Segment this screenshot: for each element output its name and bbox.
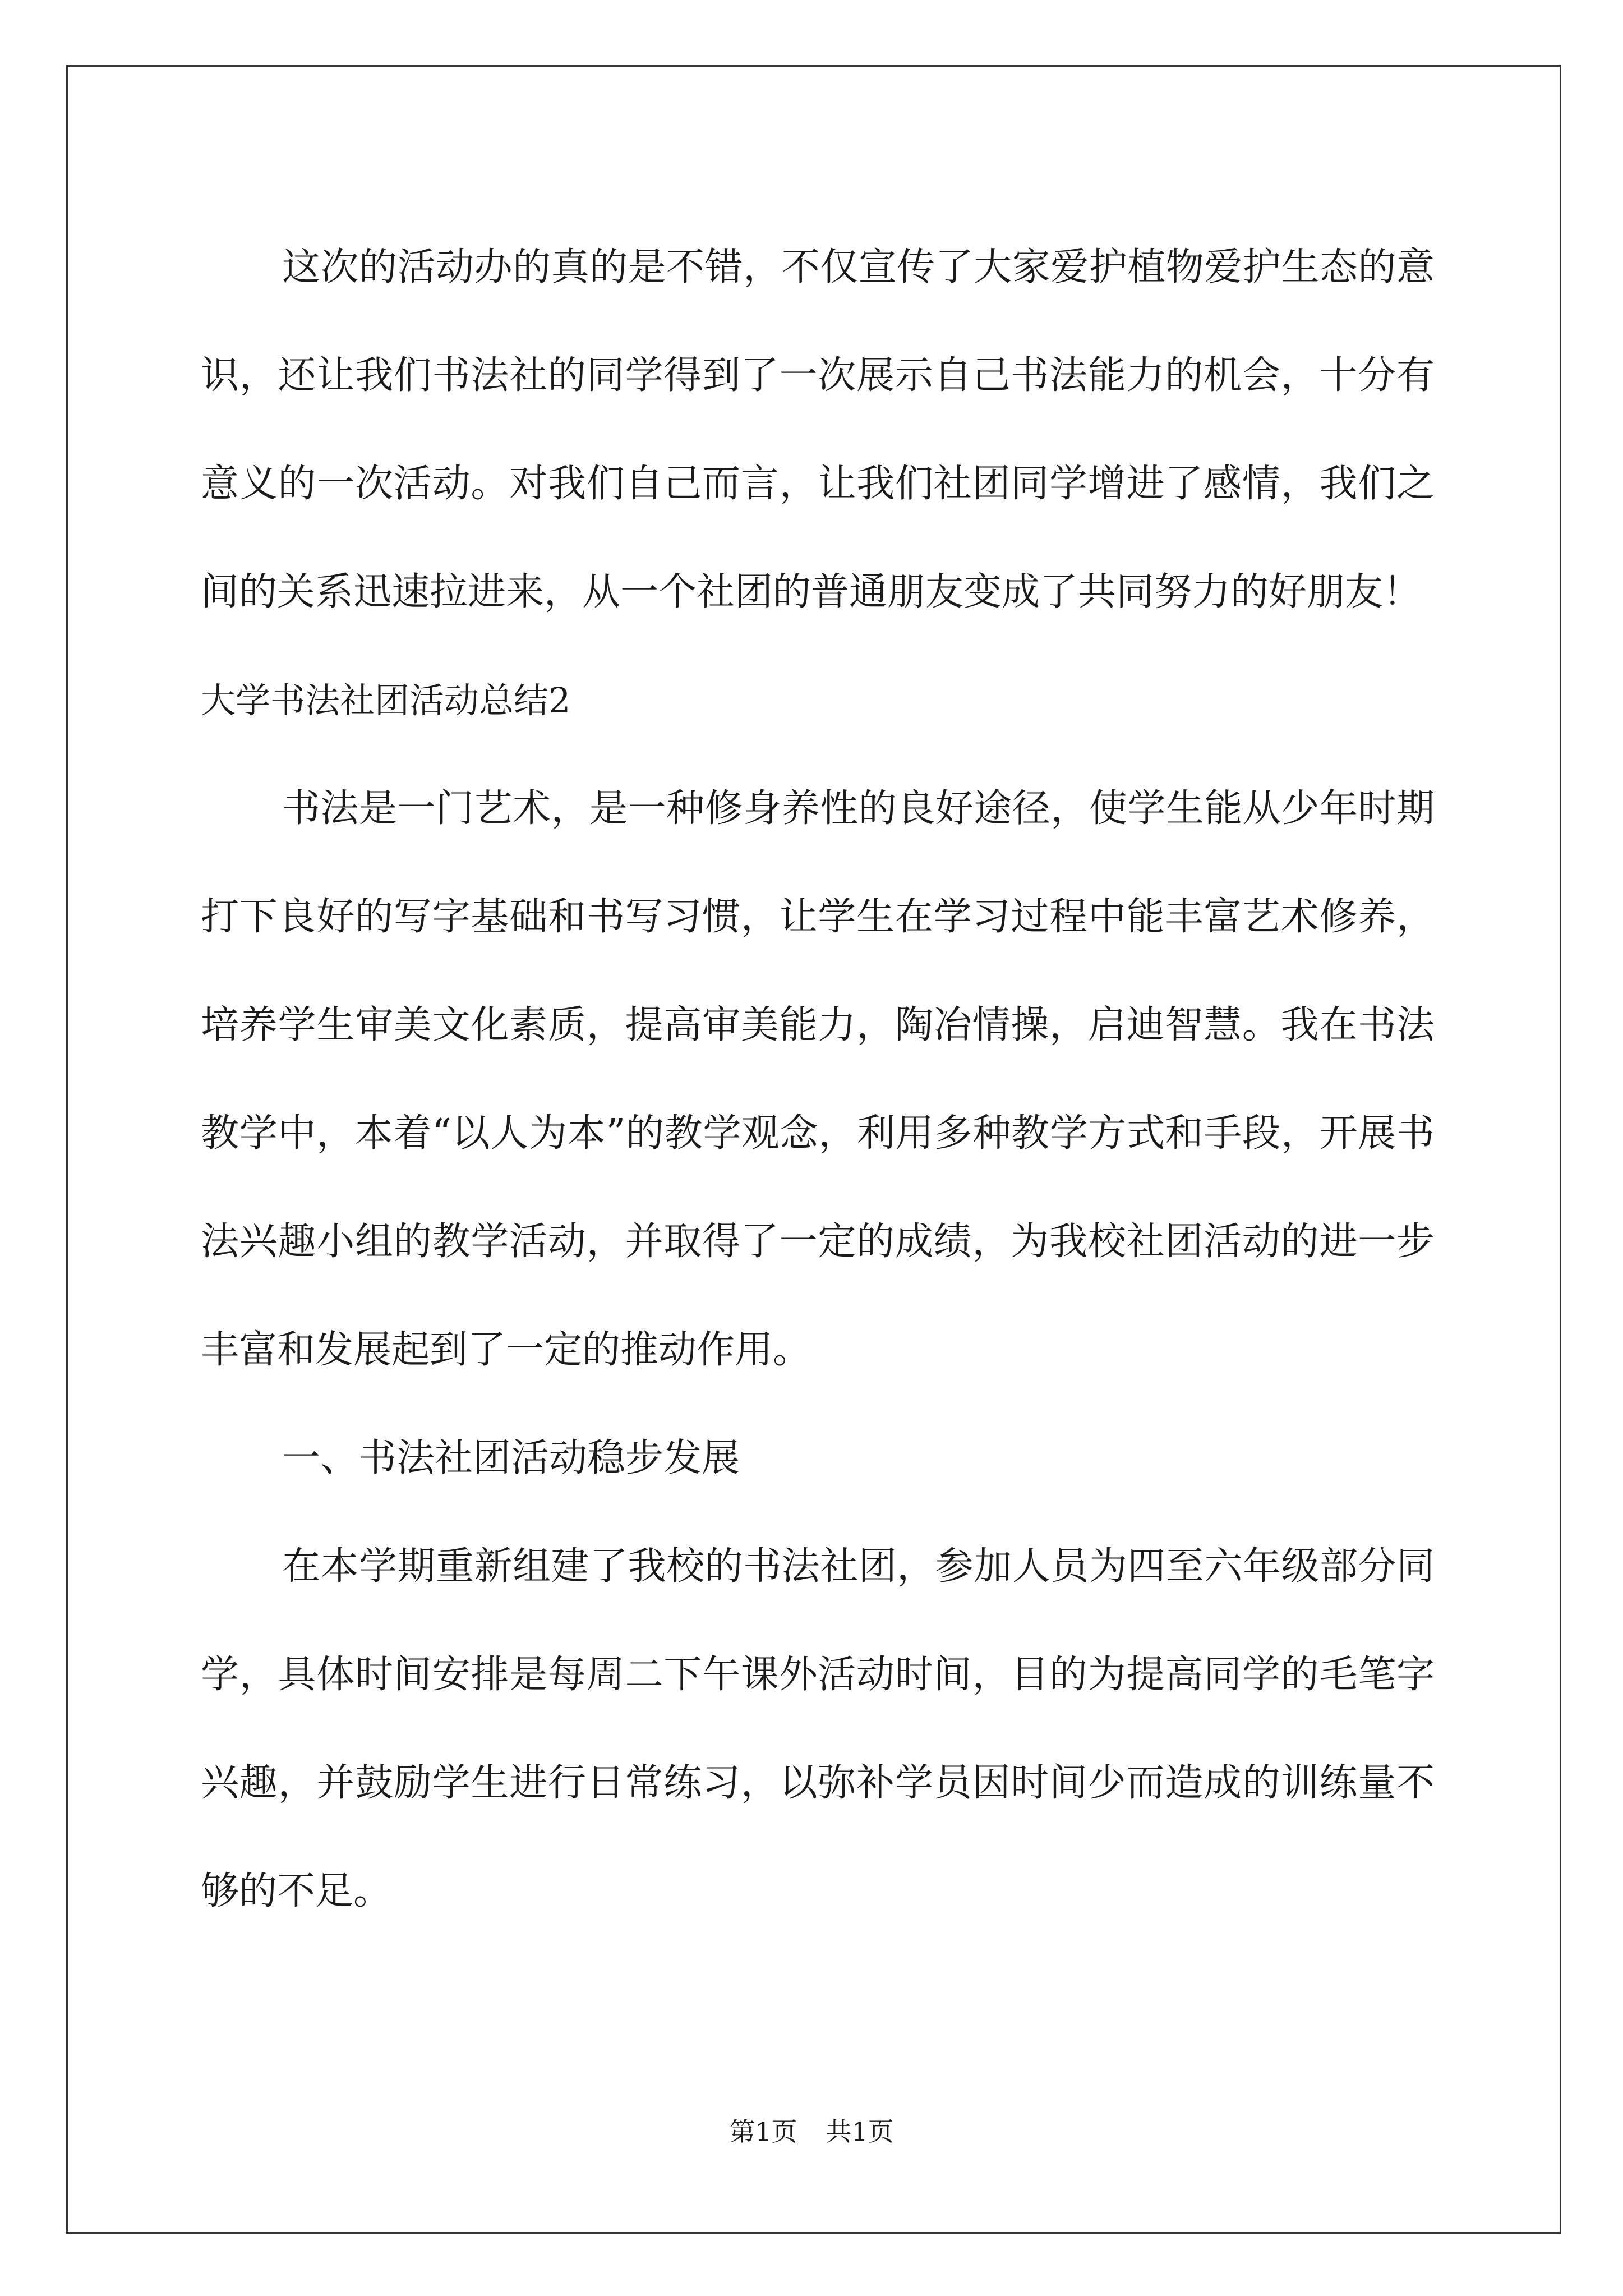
paragraph-activity-summary: 这次的活动办的真的是不错，不仅宣传了大家爱护植物爱护生态的意识，还让我们书法社的同学得到了一次展示自己书法能力的机会，十分有意义的一次活动。对我们自己而言，让我们社团同学增进了感情，我们之间的关系迅速拉进来，从一个社团的普通朋友变成了共同努力的好朋友！: [201, 245, 1435, 614]
page-total: 共1页: [826, 2116, 894, 2147]
subheading-club-development: 一、书法社团活动稳步发展: [282, 1436, 740, 1480]
page-footer: [0, 2115, 1623, 2148]
paragraph-club-organization: 在本学期重新组建了我校的书法社团，参加人员为四至六年级部分同学，具体时间安排是每周二下午课外活动时间，目的为提高同学的毛笔字兴趣，并鼓励学生进行日常练习，以弥补学员因时间少而造成的训练量不够的不足。: [201, 1544, 1435, 1913]
paragraph-calligraphy-intro: 书法是一门艺术，是一种修身养性的良好途径，使学生能从少年时期打下良好的写字基础和书写习惯，让学生在学习过程中能丰富艺术修养，培养学生审美文化素质，提高审美能力，陶冶情操，启迪智慧。我在书法教学中，本着“以人为本”的教学观念，利用多种教学方式和手段，开展书法兴趣小组的教学活动，并取得了一定的成绩，为我校社团活动的进一步丰富和发展起到了一定的推动作用。: [201, 786, 1435, 1372]
page-number: 第1页: [729, 2116, 797, 2147]
document-body: [201, 213, 1435, 1945]
section-heading: 大学书法社团活动总结2: [201, 680, 571, 721]
